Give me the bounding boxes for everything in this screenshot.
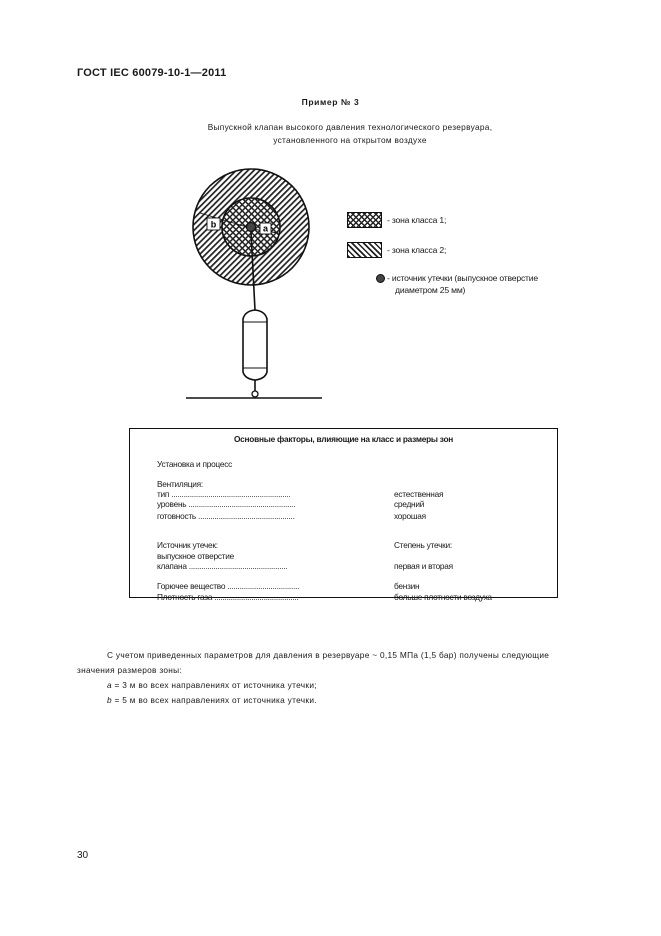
factors-title: Основные факторы, влияющие на класс и размеры зон [233,434,454,444]
legend-zone1-label: - зона класса 1; [387,215,447,225]
var-b: b [107,695,112,705]
page-number: 30 [77,850,89,861]
ventilation-type-label: тип .......................................................... [157,489,291,499]
legend-source-line-1: - источник утечки (выпускное отверстие [387,273,538,283]
figure-caption [0,121,661,147]
ventilation-heading: Вентиляция: [157,479,203,489]
valve-flange [252,391,258,397]
conclusion-line-2: значения размеров зоны: [77,665,183,675]
standard-header: ГОСТ IEC 60079-10-1—2011 [77,67,227,79]
substance-label: Горючее вещество ................................... [157,581,300,591]
density-label: Плотность газа ......................................... [157,592,299,602]
legend-zone2-label: - зона класса 2; [387,245,447,255]
dimension-b-text [107,693,317,708]
ventilation-availability-label: готовность ............................................... [157,511,295,521]
factors-box [129,428,558,602]
legend-zone1-swatch [347,212,382,228]
installation-label: Установка и процесс [157,459,233,469]
leak-grade-heading: Степень утечки: [394,540,452,550]
leak-source-point [247,223,256,232]
caption-line-2: установленного на открытом воздухе [273,135,427,145]
outlet-value: первая и вторая [394,561,453,571]
legend-source-line-2: диаметром 25 мм) [395,285,466,295]
legend-zone2-swatch [347,242,382,258]
example-title: Пример № 3 [301,97,360,107]
dimension-a-desc: = 3 м во всех направлениях от источника утечки; [111,680,317,690]
ventilation-type-value: естественная [394,489,444,499]
leak-source-heading: Источник утечек: [157,540,218,550]
dimension-b-desc: = 5 м во всех направлениях от источника утечки. [111,695,317,705]
var-a: a [107,680,112,690]
ventilation-level-label: уровень .................................................... [157,499,296,509]
substance-value: бензин [394,581,420,591]
ventilation-availability-value: хорошая [394,511,426,521]
zone-diagram [180,160,340,404]
legend-source-dot [376,274,385,283]
dimension-label-a: a [262,223,269,234]
density-value: больше плотности воздуха [394,592,492,602]
valve-body [243,310,267,380]
conclusion-line-1: С учетом приведенных параметров для давления в резервуаре ~ 0,15 МПа (1,5 бар) получены следующие [107,650,550,660]
outlet-line-1: выпускное отверстие [157,551,235,561]
ventilation-level-value: средний [394,499,425,509]
caption-line-1: Выпускной клапан высокого давления технологического резервуара, [207,122,493,132]
outlet-line-2: клапана ................................................ [157,561,288,571]
dimension-a-text [107,678,317,693]
dimension-label-b: b [210,219,217,230]
